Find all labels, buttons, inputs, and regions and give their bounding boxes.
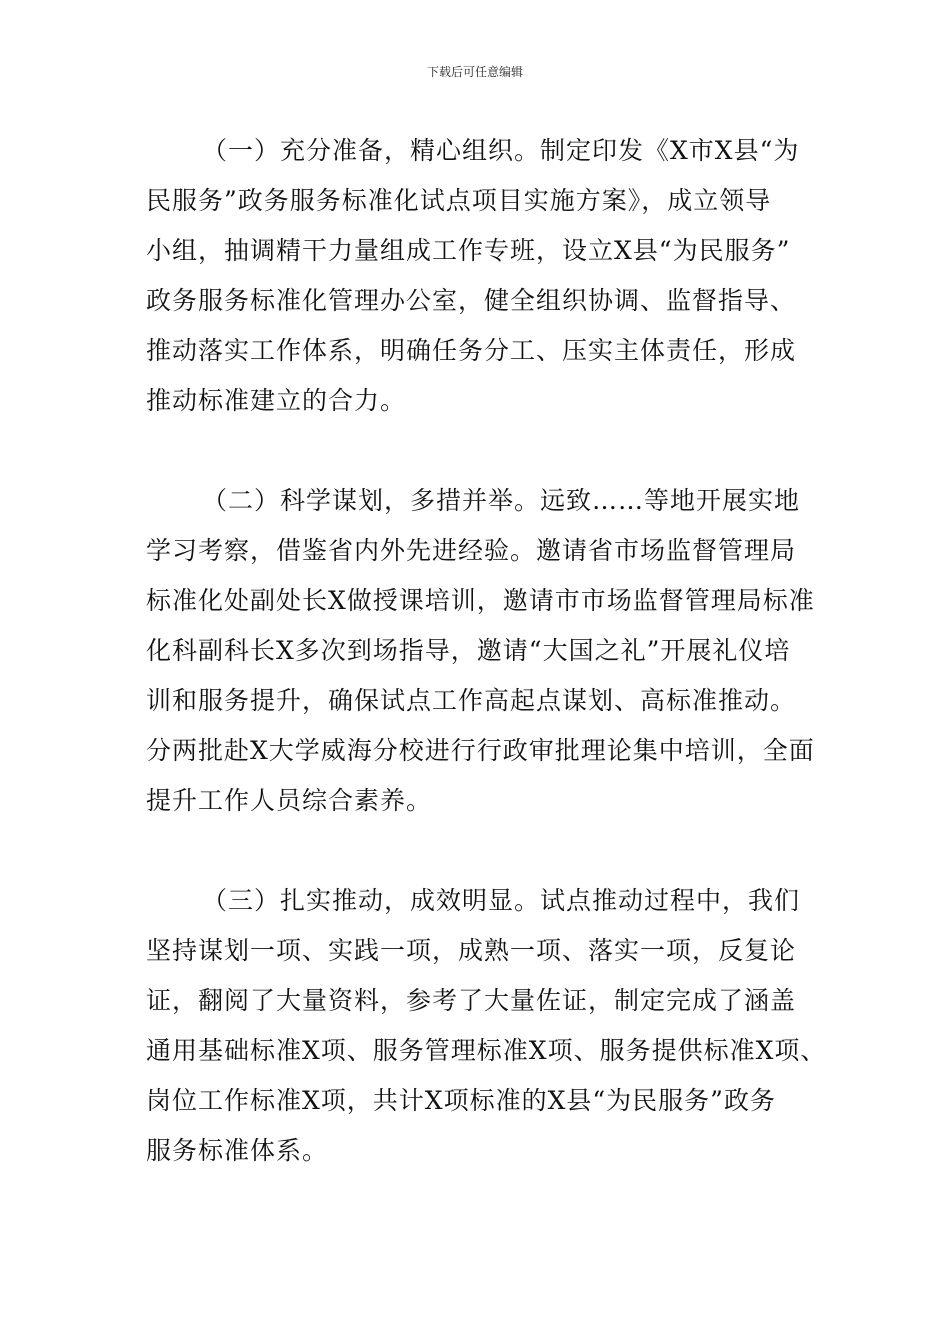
paragraph-line: 推动标准建立的合力。 xyxy=(146,386,407,415)
paragraph-2 xyxy=(146,476,836,826)
paragraph-line: 坚持谋划一项、实践一项，成熟一项、落实一项，反复论 xyxy=(146,936,797,965)
paragraph-line: 标准化处副处长X做授课培训，邀请市市场监督管理局标准 xyxy=(146,586,815,615)
paragraph-line: （二）科学谋划，多措并举。远致……等地开展实地 xyxy=(202,486,801,515)
paragraph-line: 训和服务提升，确保试点工作高起点谋划、高标准推动。 xyxy=(146,686,797,715)
paragraph-line: 服务标准体系。 xyxy=(146,1136,329,1165)
paragraph-3 xyxy=(146,876,836,1176)
paragraph-line: 分两批赴X大学威海分校进行行政审批理论集中培训，全面 xyxy=(146,736,815,765)
paragraph-1 xyxy=(146,126,836,426)
paragraph-line: （一）充分准备，精心组织。制定印发《X市X县“为 xyxy=(202,136,800,165)
paragraph-line: 学习考察，借鉴省内外先进经验。邀请省市场监督管理局 xyxy=(146,536,797,565)
paragraph-line: 化科副科长X多次到场指导，邀请“大国之礼”开展礼仪培 xyxy=(146,636,791,665)
paragraph-line: 通用基础标准X项、服务管理标准X项、服务提供标准X项、 xyxy=(146,1036,827,1065)
paragraph-line: 政务服务标准化管理办公室，健全组织协调、监督指导、 xyxy=(146,286,797,315)
paragraph-line: 证，翻阅了大量资料，参考了大量佐证，制定完成了涵盖 xyxy=(146,986,797,1015)
paragraph-line: （三）扎实推动，成效明显。试点推动过程中，我们 xyxy=(202,886,801,915)
document-body xyxy=(146,126,836,1226)
paragraph-line: 小组，抽调精干力量组成工作专班，设立X县“为民服务” xyxy=(146,236,791,265)
paragraph-line: 推动落实工作体系，明确任务分工、压实主体责任，形成 xyxy=(146,336,797,365)
paragraph-line: 提升工作人员综合素养。 xyxy=(146,786,433,815)
paragraph-line: 民服务”政务服务标准化试点项目实施方案》，成立领导 xyxy=(146,186,772,215)
paragraph-line: 岗位工作标准X项，共计X项标准的X县“为民服务”政务 xyxy=(146,1086,776,1115)
page-header: 下载后可任意编辑 xyxy=(426,65,523,79)
